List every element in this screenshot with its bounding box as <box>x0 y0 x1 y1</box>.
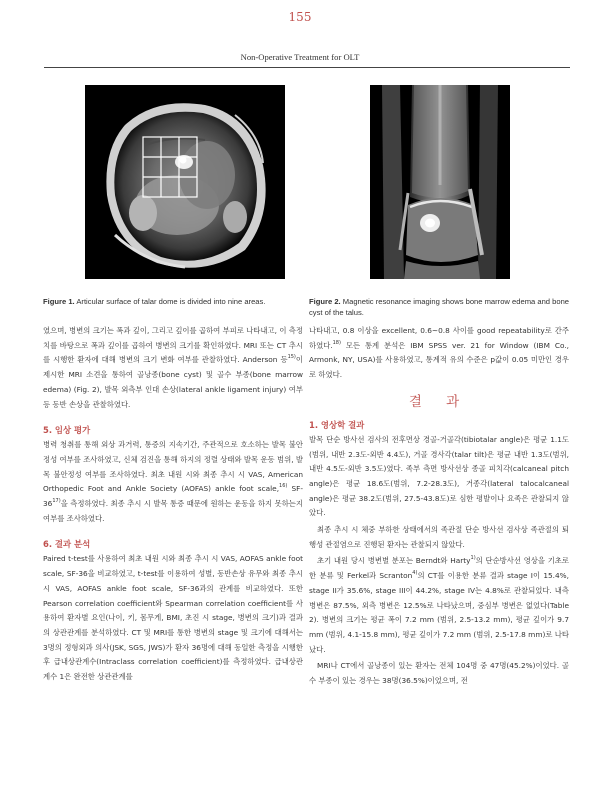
paragraph-clinical-evaluation <box>43 438 303 526</box>
text-span: SF-36 <box>43 484 304 509</box>
talar-dome-mri-graphic <box>85 85 285 279</box>
results-title: 결 과 <box>408 393 470 410</box>
figure-2-caption-text: Magnetic resonance imaging shows bone marrow edema and bone cyst of the talus. <box>309 297 570 317</box>
citation: 1) <box>470 555 476 562</box>
text-span: 의 CT를 이용한 분류 결과 stage I이 15.4%, stage II가 35.6%, stage III이 44.2%, stage IV는 4.8%로 관찰되었다. 내측 병변은 87.5%, 외측 병변은 12.5%로 나타났으며, 중심부 병변은 없었다(Table 2). 병변의 크기는 평균 폭이 7.2 mm (범위, 2.5-13.2 mm), 평균 깊이가 9.7 mm (범위, 4.1-15.8 mm), 평균 깊이가 7.2 mm (범위, 2.5-17.8 mm)로 나타났다. <box>309 571 569 654</box>
figure-1-caption-text: Articular surface of talar dome is divided into nine areas. <box>74 297 266 306</box>
left-column <box>43 324 303 687</box>
figure-1-caption <box>43 297 308 308</box>
figure-2-image <box>370 85 510 279</box>
section-heading-imaging-results: 1. 영상학 결과 <box>309 419 365 430</box>
paragraph-lesion-distribution <box>309 554 569 657</box>
paragraph-statistics <box>309 324 569 383</box>
text-span: 초기 내원 당시 병변별 분포는 Berndt와 Harty <box>317 556 471 566</box>
figure-2-caption <box>309 297 571 318</box>
paragraph-result-analysis: Paired t-test를 사용하여 최초 내원 시와 최종 추시 시 VAS, AOFAS ankle foot scale, SF-36을 비교하였고, t-test를 이용하여 성별, 동반손상 유무와 최종 추시 시 VAS, AOFAS ankle foot scale, SF-36과의 관계를 비교하였다. 또한 Pearson correlation coefficient와 Spearman correlation coefficient를 사용하여 환자별 요인(나이, 키, 몸무게, BMI, 초진 시 stage, 병변의 크기)과 결과의 상관관계를 분석하였다. CT 및 MRI를 통한 병변의 stage 및 크기에 대해서는 3명의 정형외과 의사(JSK, SGS, JWS)가 환자 36명에 대해 동일한 측정을 시행한 후 급내상관계수(Intraclass correlation coefficient)를 측정하였다. 급내상관계수 1은 완전한 상관관계를 <box>43 554 303 682</box>
citation: 4) <box>412 570 418 577</box>
citation: 16) <box>279 483 288 490</box>
paragraph-radiographic-angles: 발목 단순 방사선 검사의 전후면상 경골-거골각(tibiotalar angle)은 평균 1.1도(범위, 내반 2.3도-외반 4.4도), 거골 경사각(talar tilt)은 평균 내반 1.3도(범위, 내반 4.5도-외반 3.5도)였다. 족부 측면 방사선상 종골 피치각(calcaneal pitch angle)은 평균 18.6도(범위, 7.2-28.3도), 거종각(lateral talocalcaneal angle)은 평균 38.2도(범위, 27.5-43.8도)로 심한 평발이나 요족은 관찰되지 않았다. <box>309 434 569 518</box>
figure-1-image <box>85 85 285 279</box>
text-span: 이 제시한 MRI 소견을 통하여 골낭종(bone cyst) 및 골수 부종(bone marrow edema) (Fig. 2), 발목 외측부 인대 손상(lateral ankle ligament injury) 여부 등 동반 손상을 관찰하였다. <box>43 355 303 409</box>
citation: 15) <box>287 354 296 361</box>
ankle-mri-coronal-graphic <box>370 85 510 279</box>
text-span: 였으며, 병변의 크기는 폭과 깊이, 그리고 깊이를 곱하여 부피로 나타내고, 이 측정치를 바탕으로 폭과 깊이를 곱하여 병변의 크기를 확인하였다. MRI 또는 CT 추시를 시행한 환자에 대해 병변의 크기 변화 여부를 관찰하였다. Anderson 등 <box>43 326 303 365</box>
paragraph-lesion-size <box>43 324 303 412</box>
figure-1-label: Figure 1. <box>43 297 75 306</box>
citation: 18) <box>332 339 341 346</box>
text-span: 병력 청취를 통해 외상 과거력, 통증의 지속기간, 주관적으로 호소하는 발목 불안정성 여부를 조사하였고, 신체 검진을 통해 하지의 정렬 상태와 발목 운동 범위, 발목 불안정성 여부를 조사하였다. 최초 내원 시와 최종 추시 시 VAS, American Orthopedic Foot and Ankle Society (AOFAS) ankle foot scale, <box>43 440 303 494</box>
running-head: Non-Operative Treatment for OLT <box>240 52 360 62</box>
page-number: 155 <box>288 10 312 24</box>
text-span: 나타내고, 0.8 이상을 excellent, 0.6~0.8 사이를 good repeatability로 간주하였다. <box>309 326 569 350</box>
section-heading-result-analysis: 6. 결과 분석 <box>43 539 91 550</box>
section-heading-clinical-evaluation: 5. 임상 평가 <box>43 425 91 436</box>
header-rule <box>44 67 570 68</box>
text-span: 의 단순방사선 영상을 기초로 한 분류 및 Ferkel과 Scranton <box>309 556 569 581</box>
text-span: 을 측정하였다. 최종 추시 시 발목 통증 때문에 원하는 운동을 하지 못하는지 여부를 조사하였다. <box>43 499 303 523</box>
figure-2-label: Figure 2. <box>309 297 341 306</box>
right-column <box>309 324 569 691</box>
paragraph-arthritis-progression: 최종 추시 시 체중 부하한 상태에서의 족관절 단순 방사선 검사상 족관절의 퇴행성 관절염으로 진행된 환자는 관찰되지 않았다. <box>309 525 569 549</box>
citation: 17) <box>52 498 61 505</box>
text-span: 모든 통계 분석은 IBM SPSS ver. 21 for Window (IBM Co., Armonk, NY, USA)를 사용하였고, 통계적 유의 수준은 p값이 0.05 미만인 경우로 하였다. <box>309 340 569 380</box>
paragraph-bone-cyst: MRI나 CT에서 골낭종이 있는 환자는 전체 104명 중 47명(45.2%)이었다. 골수 부종이 있는 경우는 38명(36.5%)이었으며, 전 <box>309 661 569 686</box>
